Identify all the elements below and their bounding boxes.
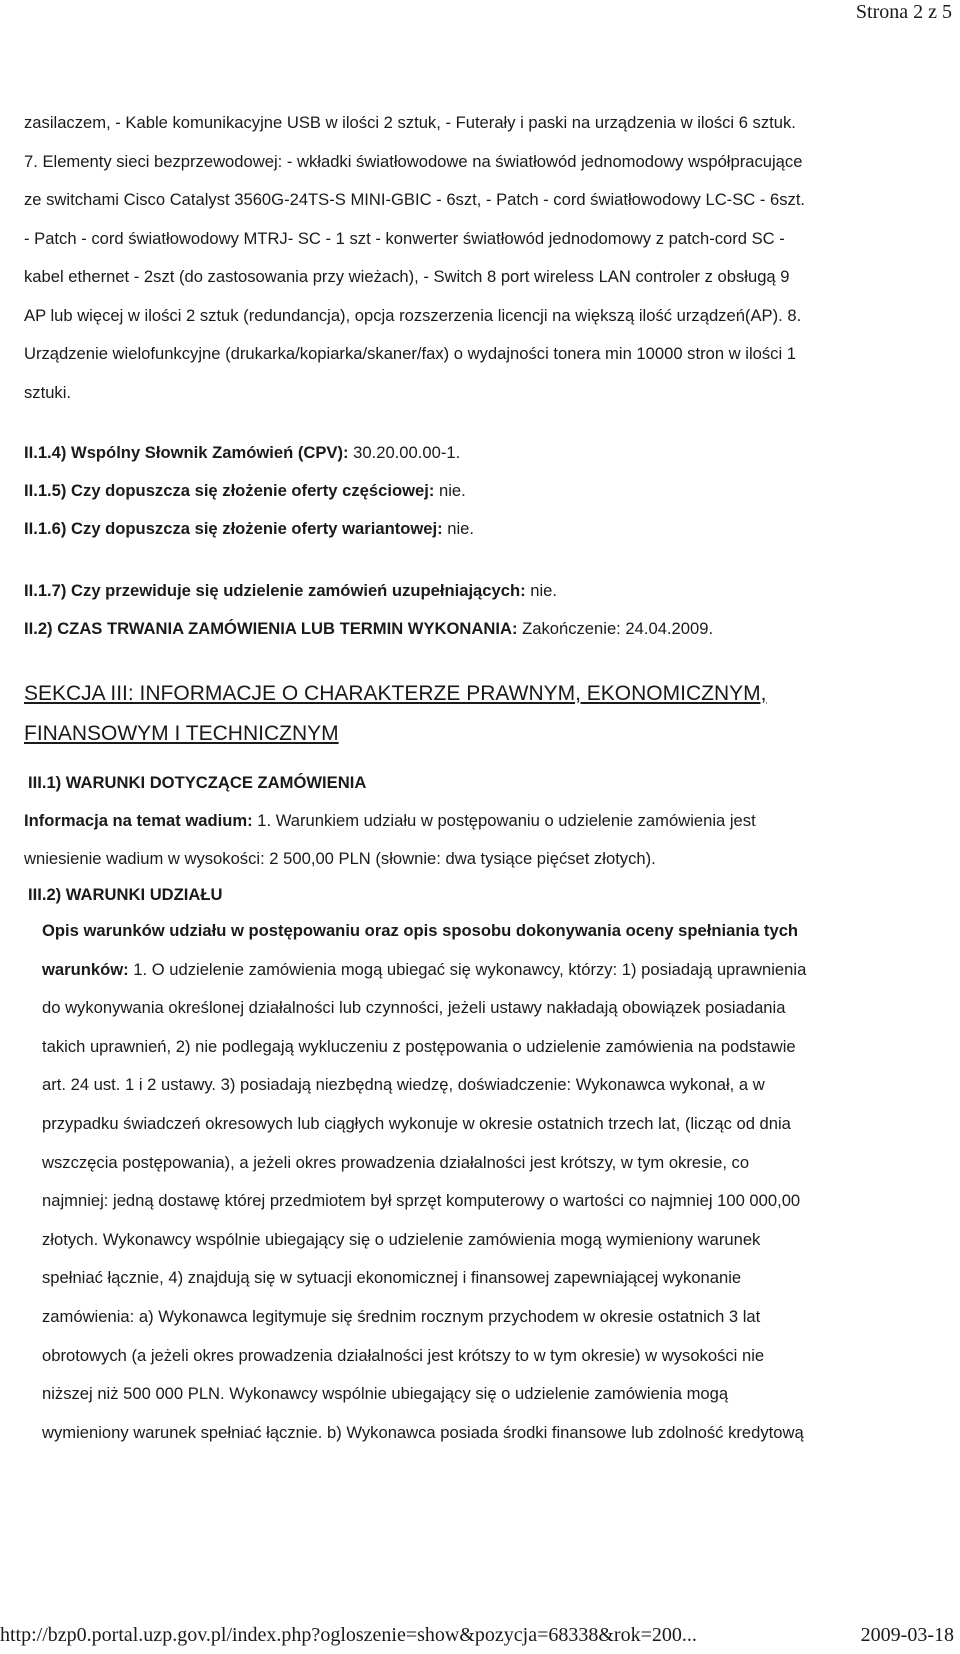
text-line: najmniej: jedną dostawę której przedmiotem był sprzęt komputerowy o wartości co najmniej 100 000,00 xyxy=(42,1191,801,1211)
text-line: przypadku świadczeń okresowych lub ciągłych wykonuje w okresie ostatnich trzech lat, (licząc od dnia xyxy=(42,1113,791,1133)
text-line: spełniać łącznie, 4) znajdują się w sytuacji ekonomicznej i finansowej zapewniającej wykonanie xyxy=(42,1268,742,1288)
document-body xyxy=(24,104,944,1442)
text-line: zasilaczem, - Kable komunikacyjne USB w ilości 2 sztuk, - Futerały i paski na urządzenia w ilości 6 sztuk. xyxy=(24,113,796,132)
section-title-line: SEKCJA III: INFORMACJE O CHARAKTERZE PRAWNYM, EKONOMICZNYM, xyxy=(24,682,767,705)
text-line: niższej niż 500 000 PLN. Wykonawcy wspólnie ubiegający się o udzielenie zamówienia mogą xyxy=(42,1384,729,1404)
text-line xyxy=(42,951,806,990)
item-label: II.1.4) Wspólny Słownik Zamówień (CPV): xyxy=(24,443,349,462)
text-line: AP lub więcej w ilości 2 sztuk (redundancja), opcja rozszerzenia licencji na większą ilość urządzeń(AP). 8. xyxy=(24,305,802,325)
text-line: Urządzenie wielofunkcyjne (drukarka/kopiarka/skaner/fax) o wydajności tonera min 10000 stron w ilości 1 xyxy=(24,344,796,363)
wadium-paragraph xyxy=(24,802,756,878)
text-line: obrotowych (a jeżeli okres prowadzenia działalności jest krótszy to w tym okresie) w wysokości nie xyxy=(42,1345,765,1365)
item-supplementary-orders xyxy=(24,572,557,610)
item-label: II.2) CZAS TRWANIA ZAMÓWIENIA LUB TERMIN WYKONANIA: xyxy=(24,619,518,638)
conditions-paragraph xyxy=(42,912,806,1452)
conditions-label: Opis warunków udziału w postępowaniu oraz opis sposobu dokonywania oceny spełniania tych xyxy=(42,921,799,940)
footer-url: http://bzp0.portal.uzp.gov.pl/index.php?ogloszenie=show&pozycja=68338&rok=200... xyxy=(0,1624,697,1646)
text-line: - Patch - cord światłowodowy MTRJ- SC - 1 szt - konwerter światłowód jednodomowy z patch-cord SC - xyxy=(24,228,785,248)
subsection-heading: III.2) WARUNKI UDZIAŁU xyxy=(28,885,223,904)
item-label: II.1.5) Czy dopuszcza się złożenie oferty częściowej: xyxy=(24,481,435,500)
text-line: sztuki. xyxy=(24,382,72,402)
item-value: nie. xyxy=(525,581,558,600)
text-line: kabel ethernet - 2szt (do zastosowania przy wieżach), - Switch 8 port wireless LAN controler z obsługą 9 xyxy=(24,267,790,286)
item-label: II.1.7) Czy przewiduje się udzielenie zamówień uzupełniających: xyxy=(24,581,526,600)
text-line: złotych. Wykonawcy wspólnie ubiegający się o udzielenie zamówienia mogą wymieniony warunek xyxy=(42,1229,761,1249)
item-value: nie. xyxy=(434,481,466,500)
text-line: takich uprawnień, 2) nie podlegają wykluczeniu z postępowania o udzielenie zamówienia na podstawie xyxy=(42,1036,796,1056)
subsection-heading: III.1) WARUNKI DOTYCZĄCE ZAMÓWIENIA xyxy=(28,773,367,792)
item-value: nie. xyxy=(442,519,475,538)
section-title-line: FINANSOWYM I TECHNICZNYM xyxy=(24,722,339,745)
text-line: 7. Elementy sieci bezprzewodowej: - wkładki światłowodowe na światłowód jednomodowy współpracujące xyxy=(24,151,803,171)
item-value: 30.20.00.00-1. xyxy=(348,443,461,462)
footer-date: 2009-03-18 xyxy=(860,1624,954,1646)
text-line: wniesienie wadium w wysokości: 2 500,00 PLN (słownie: dwa tysiące pięćset złotych). xyxy=(24,849,656,868)
text-line: do wykonywania określonej działalności lub czynności, jeżeli ustawy nakładają obowiązek posiadania xyxy=(42,998,786,1018)
conditions-label-end: warunków: xyxy=(42,959,129,979)
section-title xyxy=(24,680,766,748)
page-footer xyxy=(0,1620,960,1654)
page-number: Strona 2 z 5 xyxy=(855,1,952,23)
conditions-text: 1. O udzielenie zamówienia mogą ubiegać się wykonawcy, którzy: 1) posiadają uprawnienia xyxy=(128,959,807,979)
item-cpv xyxy=(24,434,460,472)
text-line: art. 24 ust. 1 i 2 ustawy. 3) posiadają niezbędną wiedzę, doświadczenie: Wykonawca wykonał, a w xyxy=(42,1075,765,1095)
wadium-label: Informacja na temat wadium: xyxy=(24,811,253,830)
item-label: II.1.6) Czy dopuszcza się złożenie oferty wariantowej: xyxy=(24,519,443,538)
wadium-text: 1. Warunkiem udziału w postępowaniu o udzielenie zamówienia jest xyxy=(252,811,756,830)
item-duration xyxy=(24,610,713,648)
intro-paragraph xyxy=(24,104,944,412)
item-value: Zakończenie: 24.04.2009. xyxy=(517,619,714,638)
text-line: ze switchami Cisco Catalyst 3560G-24TS-S MINI-GBIC - 6szt, - Patch - cord światłowodowy LC-SC - 6szt. xyxy=(24,190,806,209)
text-line xyxy=(24,802,756,840)
item-partial-offer xyxy=(24,472,466,510)
text-line: wszczęcia postępowania), a jeżeli okres prowadzenia działalności jest krótszy, w tym okresie, co xyxy=(42,1152,750,1172)
text-line: zamówienia: a) Wykonawca legitymuje się średnim rocznym przychodem w okresie ostatnich 3 lat xyxy=(42,1306,761,1326)
text-line: wymieniony warunek spełniać łącznie. b) Wykonawca posiada środki finansowe lub zdolność kredytową xyxy=(42,1422,804,1442)
item-variant-offer xyxy=(24,510,474,548)
